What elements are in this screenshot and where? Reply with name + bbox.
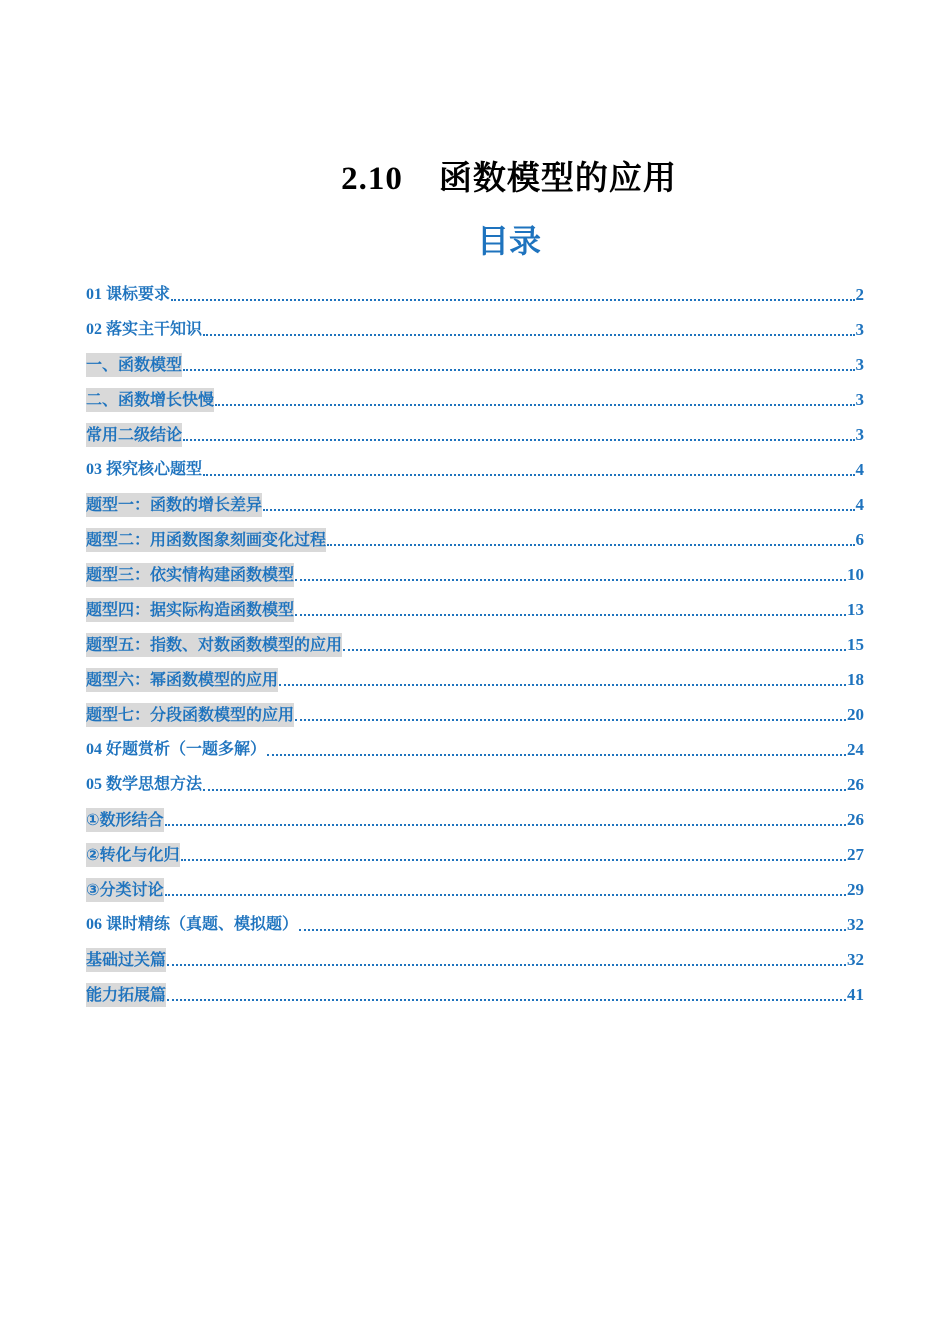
toc-entry-label: 基础过关篇	[86, 948, 166, 972]
toc-leader-dots	[167, 963, 846, 966]
toc-entry-label: ②转化与化归	[86, 843, 180, 867]
toc-leader-dots	[165, 893, 846, 896]
toc-leader-dots	[203, 473, 854, 476]
toc-entry[interactable]	[86, 307, 864, 342]
toc-entry-label: 常用二级结论	[86, 423, 182, 447]
toc-entry[interactable]	[86, 447, 864, 482]
toc-leader-dots	[343, 648, 846, 651]
toc-entry-page-number: 15	[847, 635, 864, 654]
toc-entry-page-number: 4	[855, 495, 864, 514]
table-of-contents	[86, 272, 864, 1007]
toc-leader-dots	[203, 333, 854, 336]
toc-leader-dots	[171, 298, 854, 301]
toc-entry-label: ①数形结合	[86, 808, 164, 832]
toc-entry[interactable]	[86, 412, 864, 447]
toc-leader-dots	[165, 823, 846, 826]
toc-entry-page-number: 2	[855, 285, 864, 304]
toc-entry[interactable]	[86, 587, 864, 622]
toc-entry-page-number: 27	[847, 845, 864, 864]
title-number: 2.10	[341, 161, 403, 197]
toc-leader-dots	[295, 718, 846, 721]
toc-entry[interactable]	[86, 552, 864, 587]
toc-entry-label: 01 课标要求	[86, 286, 171, 303]
toc-entry-page-number: 32	[847, 915, 864, 934]
toc-leader-dots	[299, 928, 846, 931]
toc-entry-label: 题型五：指数、对数函数模型的应用	[86, 633, 342, 657]
toc-entry-label: 题型六：幂函数模型的应用	[86, 668, 278, 692]
toc-leader-dots	[295, 613, 846, 616]
toc-entry[interactable]	[86, 342, 864, 377]
toc-entry-page-number: 26	[847, 810, 864, 829]
toc-heading: 目录	[476, 222, 541, 260]
toc-entry-page-number: 3	[855, 425, 864, 444]
toc-leader-dots	[203, 788, 846, 791]
toc-entry[interactable]	[86, 622, 864, 657]
toc-entry-page-number: 18	[847, 670, 864, 689]
toc-entry[interactable]	[86, 657, 864, 692]
toc-entry[interactable]	[86, 867, 864, 902]
page-title	[0, 152, 950, 199]
toc-entry[interactable]	[86, 832, 864, 867]
toc-leader-dots	[183, 438, 854, 441]
toc-leader-dots	[295, 578, 846, 581]
toc-entry-label: 题型三：依实情构建函数模型	[86, 563, 294, 587]
toc-entry-page-number: 20	[847, 705, 864, 724]
toc-entry-label: 03 探究核心题型	[86, 461, 203, 478]
toc-leader-dots	[183, 368, 854, 371]
toc-entry[interactable]	[86, 972, 864, 1007]
toc-entry[interactable]	[86, 797, 864, 832]
toc-entry-label: 题型七：分段函数模型的应用	[86, 703, 294, 727]
toc-entry-page-number: 10	[847, 565, 864, 584]
toc-entry-page-number: 29	[847, 880, 864, 899]
toc-entry-label: ③分类讨论	[86, 878, 164, 902]
toc-entry-page-number: 3	[855, 320, 864, 339]
toc-entry-page-number: 26	[847, 775, 864, 794]
toc-entry-page-number: 41	[847, 985, 864, 1004]
toc-entry[interactable]	[86, 937, 864, 972]
toc-leader-dots	[181, 858, 846, 861]
toc-entry-page-number: 6	[855, 530, 864, 549]
toc-leader-dots	[279, 683, 846, 686]
toc-entry-page-number: 24	[847, 740, 864, 759]
toc-entry[interactable]	[86, 272, 864, 307]
toc-leader-dots	[263, 508, 854, 511]
toc-entry-page-number: 32	[847, 950, 864, 969]
toc-entry-label: 题型二：用函数图象刻画变化过程	[86, 528, 326, 552]
toc-entry-page-number: 13	[847, 600, 864, 619]
toc-entry-page-number: 4	[855, 460, 864, 479]
toc-entry-label: 题型一：函数的增长差异	[86, 493, 262, 517]
toc-entry[interactable]	[86, 902, 864, 937]
toc-entry-page-number: 3	[855, 390, 864, 409]
toc-entry[interactable]	[86, 377, 864, 412]
toc-entry-label: 05 数学思想方法	[86, 776, 203, 793]
toc-entry-label: 能力拓展篇	[86, 983, 166, 1007]
toc-leader-dots	[327, 543, 854, 546]
toc-entry[interactable]	[86, 482, 864, 517]
toc-entry-label: 06 课时精练（真题、模拟题）	[86, 916, 299, 933]
toc-entry[interactable]	[86, 762, 864, 797]
toc-entry-label: 02 落实主干知识	[86, 321, 203, 338]
toc-entry-label: 题型四：据实际构造函数模型	[86, 598, 294, 622]
toc-entry[interactable]	[86, 517, 864, 552]
toc-leader-dots	[267, 753, 846, 756]
toc-entry-label: 一、函数模型	[86, 353, 182, 377]
toc-leader-dots	[215, 403, 854, 406]
toc-entry-page-number: 3	[855, 355, 864, 374]
toc-entry-label: 04 好题赏析（一题多解）	[86, 741, 267, 758]
toc-entry-label: 二、函数增长快慢	[86, 388, 214, 412]
toc-entry[interactable]	[86, 692, 864, 727]
toc-entry[interactable]	[86, 727, 864, 762]
title-text: 函数模型的应用	[438, 161, 677, 197]
toc-leader-dots	[167, 998, 846, 1001]
